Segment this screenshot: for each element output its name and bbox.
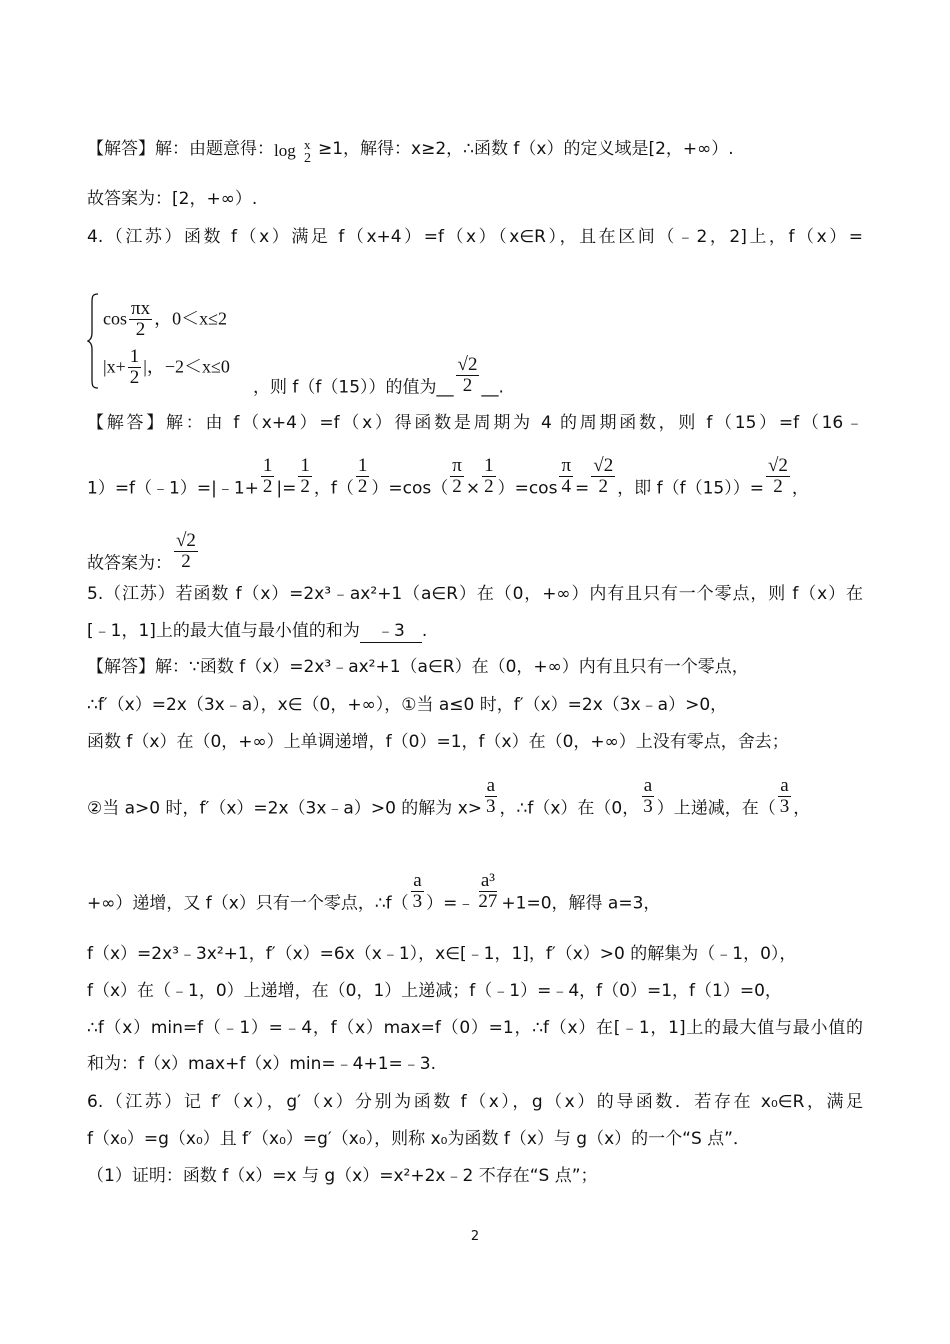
question-4-ask — [253, 354, 863, 408]
text-run: ，∴f（x）在（0， — [499, 798, 640, 819]
denominator: 2 — [181, 551, 191, 572]
numerator: 1 — [262, 455, 273, 476]
numerator: π — [452, 455, 462, 476]
text-run: ）=cos — [497, 478, 558, 499]
denominator: 3 — [779, 796, 790, 817]
denominator: 2 — [462, 375, 473, 396]
text-run: __. — [481, 377, 504, 398]
fraction — [356, 456, 370, 497]
q5-solution-line-5 — [87, 870, 863, 924]
cos-text: cos — [103, 308, 127, 329]
text-run: ）上递减，在（ — [656, 798, 776, 819]
question-6-stem-2: f（x₀）=g（x₀）且 f′（x₀）=g′（x₀），则称 x₀为函数 f（x）与 g（x）的一个“S 点”． — [87, 1129, 750, 1149]
denominator: 2 — [300, 476, 310, 497]
text-run: = — [575, 478, 590, 499]
numerator: 1 — [357, 455, 368, 476]
question-5-stem: 5.（江苏）若函数 f（x）=2x³﹣ax²+1（a∈R）在（0，+∞）内有且只有一个零点，则 f（x）在 — [87, 584, 863, 604]
log-arg: x — [304, 137, 311, 152]
times-sign: × — [465, 478, 481, 499]
log-base: 2 — [304, 151, 311, 166]
question-6-stem-1: 6.（江苏）记 f′（x），g′（x）分别为函数 f（x），g（x）的导函数．若存在 x₀∈R，满足 — [87, 1092, 863, 1112]
case-condition: ，0＜x≤2 — [154, 308, 227, 329]
text-run: ， — [791, 478, 809, 499]
denominator: 3 — [412, 891, 423, 912]
denominator: 27 — [478, 891, 498, 912]
q5-solution-line-1: 【解答】解：∵函数 f（x）=2x³﹣ax²+1（a∈R）在（0，+∞）内有且只有一个零点， — [87, 657, 749, 677]
text-run: ， — [793, 798, 811, 819]
q5-solution-line-4 — [87, 775, 863, 829]
numerator: a — [643, 775, 653, 796]
denominator: 2 — [129, 367, 140, 388]
numerator: 1 — [300, 455, 310, 476]
text-run: ，则 f（f（15））的值为__ — [253, 377, 454, 398]
q5-solution-line-6: f（x）=2x³﹣3x²+1，f′（x）=6x（x﹣1），x∈[﹣1，1]，f′（x）>0 的解集为（﹣1，0）， — [87, 944, 797, 964]
denominator: 2 — [262, 476, 273, 497]
denominator: 4 — [561, 476, 571, 497]
fraction — [484, 776, 498, 817]
numerator: a³ — [480, 870, 495, 891]
numerator: √2 — [457, 354, 478, 375]
text-run: +1=0，解得 a=3， — [501, 893, 661, 914]
q5-solution-line-3: 函数 f（x）在（0，+∞）上单调递增，f（0）=1，f（x）在（0，+∞）上没有零点，舍去； — [87, 732, 789, 752]
fraction — [766, 456, 790, 497]
q4-solution-line-1: 【解答】解：由 f（x+4）=f（x）得函数是周期为 4 的周期函数，则 f（15）=f（16﹣ — [87, 413, 863, 433]
numerator: √2 — [176, 530, 196, 551]
numerator: π — [561, 455, 572, 476]
fraction — [128, 347, 142, 388]
text-run: 1）=f（﹣1）=|﹣1+ — [87, 478, 259, 499]
numerator: √2 — [593, 455, 614, 476]
q4-solution-line-2 — [87, 455, 863, 509]
text-run: ②当 a>0 时，f′（x）=2x（3x﹣a）>0 的解为 x> — [87, 798, 483, 819]
page-number: 2 — [470, 1229, 480, 1244]
fraction — [559, 456, 573, 497]
fraction — [298, 456, 312, 497]
text-run: 【解答】解：由题意得： — [87, 139, 274, 159]
denominator: 2 — [357, 476, 368, 497]
numerator: 1 — [129, 346, 140, 367]
denominator: 2 — [452, 476, 462, 497]
text-run: |= — [276, 478, 297, 499]
q5-solution-line-7: f（x）在（﹣1，0）上递增，在（0，1）上递减；f（﹣1）=﹣4，f（0）=1，f（1）=0， — [87, 981, 782, 1001]
denominator: 2 — [135, 319, 146, 340]
question-4-stem: 4.（江苏）函数 f（x）满足 f（x+4）=f（x）（x∈R），且在区间（﹣2，2]上，f（x）= — [87, 227, 863, 247]
fraction — [129, 299, 152, 340]
fraction — [641, 776, 655, 817]
case-2 — [103, 347, 230, 388]
numerator: a — [486, 775, 495, 796]
text-run: ，f（ — [313, 478, 354, 499]
left-brace-icon — [87, 293, 99, 389]
numerator: a — [780, 775, 789, 796]
denominator: 2 — [773, 476, 783, 497]
fraction — [411, 871, 425, 912]
q5-solution-line-8: ∴f（x）min=f（﹣1）=﹣4，f（x）max=f（0）=1，∴f（x）在[﹣1，1]上的最大值与最小值的 — [87, 1018, 863, 1038]
denominator: 2 — [484, 476, 494, 497]
log-text: log — [274, 141, 296, 160]
case-1 — [103, 299, 227, 340]
fraction — [261, 456, 275, 497]
text-run: 故答案为： — [87, 553, 172, 574]
text-run: +∞）递增，又 f（x）只有一个零点，∴f（ — [87, 893, 409, 914]
answer-fraction — [456, 355, 480, 396]
fraction — [591, 456, 615, 497]
denominator: 2 — [598, 476, 609, 497]
numerator: πx — [131, 298, 151, 319]
fraction — [482, 456, 496, 497]
question-6-part-1: （1）证明：函数 f（x）=x 与 g（x）=x²+2x﹣2 不存在“S 点”； — [87, 1166, 598, 1186]
question-5-ask — [87, 620, 863, 643]
q5-solution-line-9: 和为：f（x）max+f（x）min=﹣4+1=﹣3. — [87, 1054, 437, 1074]
numerator: √2 — [767, 455, 788, 476]
fraction — [450, 456, 464, 497]
answer-fraction — [174, 531, 198, 572]
fraction — [778, 776, 792, 817]
text-run: . — [421, 621, 428, 641]
abs-text: |x+ — [103, 356, 126, 377]
text-run: [﹣1，1]上的最大值与最小值的和为 — [87, 621, 360, 641]
text-run: ≥1，解得：x≥2，∴函数 f（x）的定义域是[2，+∞）. — [318, 139, 734, 159]
numerator: 1 — [484, 455, 494, 476]
text-run: ，即 f（f（15））= — [617, 478, 764, 499]
text-run: ）=﹣ — [426, 893, 475, 914]
numerator: a — [413, 870, 422, 891]
answer-line-3: 故答案为：[2，+∞）. — [87, 189, 258, 209]
answer-blank: ﹣3 — [360, 620, 422, 643]
denominator: 3 — [643, 796, 653, 817]
text-run: ）=cos（ — [371, 478, 449, 499]
solution-line-3-domain — [87, 137, 863, 166]
case-condition: |，−2＜x≤0 — [143, 356, 230, 377]
q5-solution-line-2: ∴f′（x）=2x（3x﹣a），x∈（0，+∞），①当 a≤0 时，f′（x）=2x（3x﹣a）>0， — [87, 695, 728, 715]
fraction — [476, 871, 499, 912]
denominator: 3 — [486, 796, 496, 817]
q4-answer — [87, 530, 863, 584]
